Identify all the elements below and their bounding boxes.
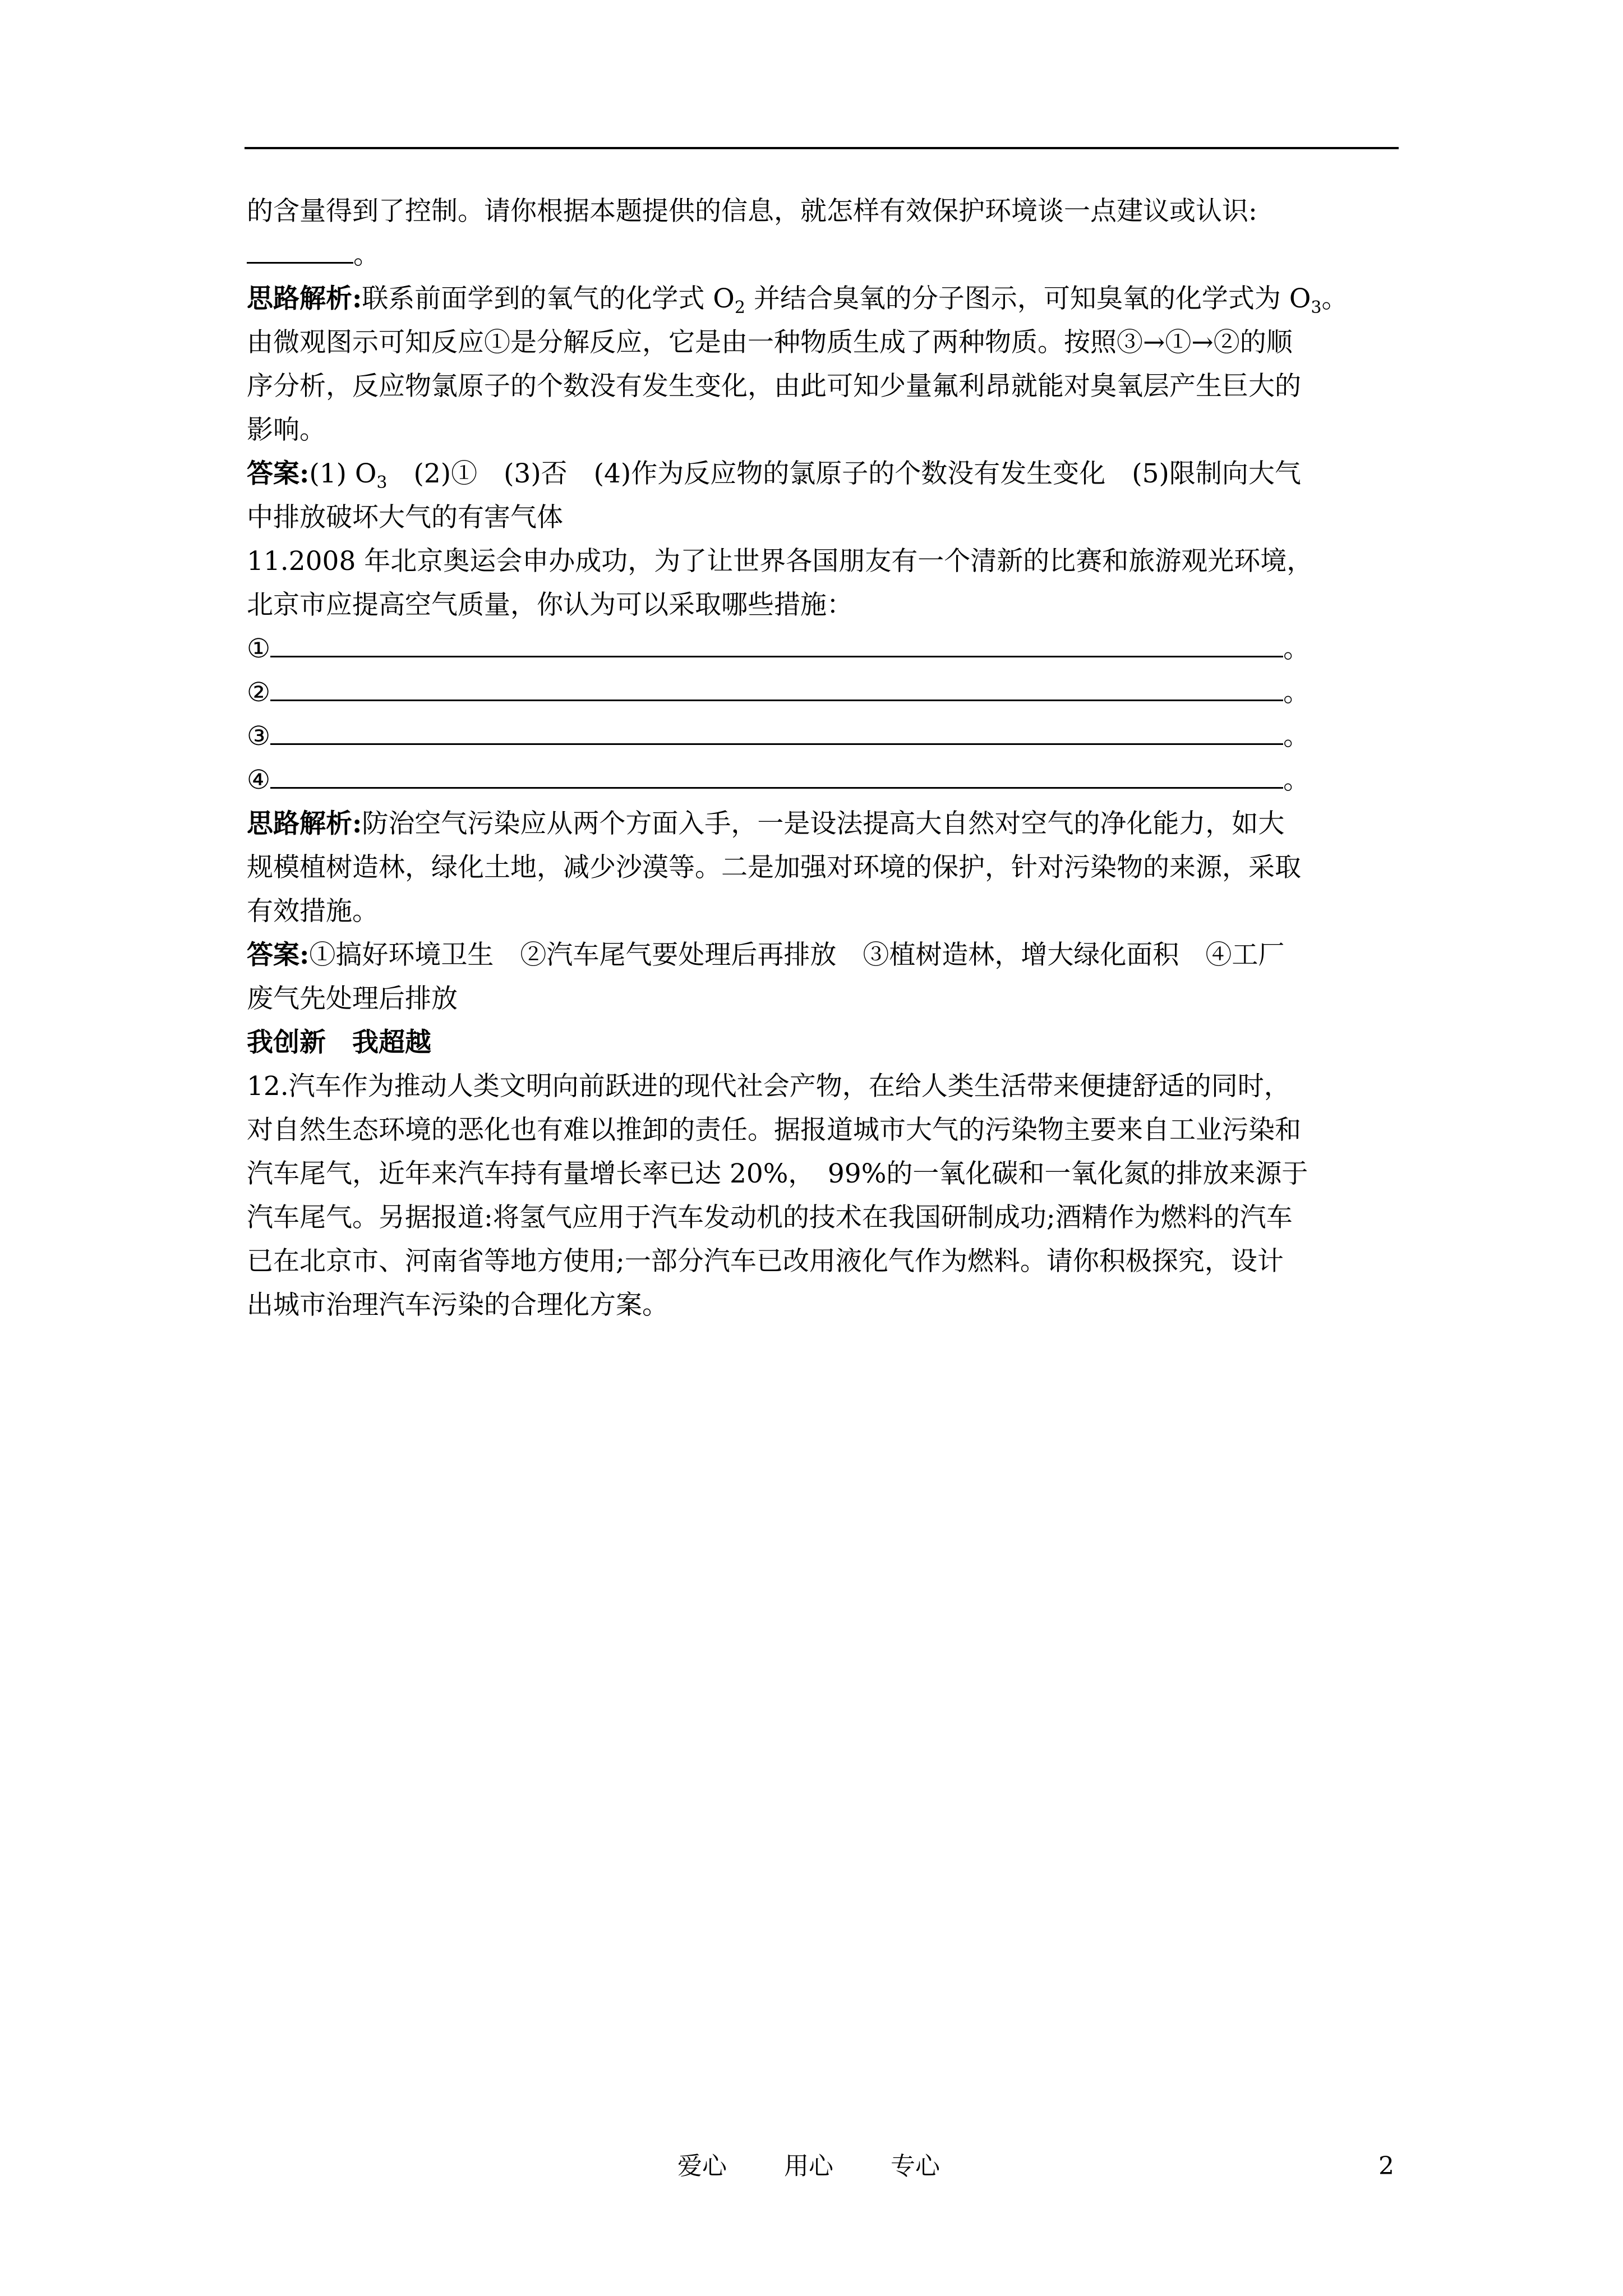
q10-analysis-line [247,321,1402,365]
q11-fill-line [247,627,1402,671]
page-content [247,190,1402,1327]
q10-answer-line [247,452,1402,496]
answer-text: (1) O [309,458,377,489]
section-title: 我创新 我超越 [247,1027,431,1058]
q11-question-line [247,583,1402,627]
footer-motto-item: 专心 [891,2152,940,2180]
footer-motto [677,2150,940,2183]
analysis-text: 影响。 [247,415,326,445]
analysis-text: 防治空气污染应从两个方面入手，一是设法提高大自然对空气的净化能力，如大 [362,808,1285,839]
analysis-text: 序分析，反应物氯原子的个数没有发生变化，由此可知少量氟利昂就能对臭氧层产生巨大的 [247,371,1301,402]
answer-text: ①搞好环境卫生 ②汽车尾气要处理后再排放 ③植树造林，增大绿化面积 ④工厂 [309,940,1285,970]
footer-motto-item: 用心 [784,2152,833,2180]
q12-question-line [247,1240,1402,1283]
analysis-text: 规模植树造林，绿化土地，减少沙漠等。二是加强对环境的保护，针对污染物的来源，采取 [247,852,1301,883]
analysis-label: 思路解析: [247,283,362,314]
analysis-text: 由微观图示可知反应①是分解反应，它是由一种物质生成了两种物质。按照③→①→②的顺 [247,327,1293,358]
subscript: 3 [1311,298,1322,318]
question-text: 出城市治理汽车污染的合理化方案。 [247,1290,668,1320]
answer-blank[interactable] [270,677,1283,701]
blank-marker: ③ [247,721,271,752]
line-end: 。 [1283,677,1310,708]
q10-answer-line [247,496,1402,540]
question-text: 11.2008 年北京奥运会申办成功，为了让世界各国朋友有一个清新的比赛和旅游观光环境， [247,546,1313,577]
q11-analysis-line [247,846,1402,890]
question-text: 汽车尾气，近年来汽车持有量增长率已达 20%， 99%的一氧化碳和一氧化氮的排放来源于 [247,1158,1308,1189]
page-number: 2 [1378,2152,1394,2180]
q12-question-line [247,1065,1402,1108]
q12-question-line [247,1108,1402,1152]
line-end: 。 [353,240,380,270]
q11-fill-line [247,671,1402,715]
q11-fill-line [247,758,1402,802]
line-end: 。 [1283,721,1310,752]
answer-blank[interactable] [270,765,1283,789]
question-text: 12.汽车作为推动人类文明向前跃进的现代社会产物，在给人类生活带来便捷舒适的同时， [247,1071,1290,1102]
footer-motto-item: 爱心 [677,2152,727,2180]
question-text: 已在北京市、河南省等地方使用;一部分汽车已改用液化气作为燃料。请你积极探究，设计 [247,1246,1284,1277]
q12-question-line [247,1283,1402,1327]
q11-question-line [247,540,1402,583]
q11-answer-line [247,933,1402,977]
q11-answer-line [247,977,1402,1021]
answer-text: 废气先处理后排放 [247,983,458,1014]
q10-analysis-line [247,408,1402,452]
q10-analysis-line [247,365,1402,408]
question-text: 对自然生态环境的恶化也有难以推卸的责任。据报道城市大气的污染物主要来自工业污染和 [247,1115,1301,1145]
answer-blank[interactable] [270,721,1283,745]
q11-analysis-line [247,802,1402,846]
answer-label: 答案: [247,458,310,489]
analysis-text: 。 [1321,283,1348,314]
answer-text: 中排放破坏大气的有害气体 [247,502,563,533]
line-end: 。 [1283,633,1310,664]
q10-line1: 的含量得到了控制。请你根据本题提供的信息，就怎样有效保护环境谈一点建议或认识: [247,196,1257,227]
q12-question-line [247,1196,1402,1240]
answer-blank[interactable] [247,240,353,264]
analysis-label: 思路解析: [247,808,362,839]
analysis-text: 联系前面学到的氧气的化学式 O [362,283,735,314]
question-text: 北京市应提高空气质量，你认为可以采取哪些措施： [247,590,853,620]
q11-analysis-line [247,890,1402,933]
q12-question-line [247,1152,1402,1196]
question-text: 汽车尾气。另据报道:将氢气应用于汽车发动机的技术在我国研制成功;酒精作为燃料的汽车 [247,1202,1293,1233]
answer-text: (2)① (3)否 (4)作为反应物的氯原子的个数没有发生变化 (5)限制向大气 [387,458,1301,489]
subscript: 2 [734,298,745,318]
q11-fill-line [247,715,1402,758]
answer-label: 答案: [247,940,310,970]
analysis-text: 有效措施。 [247,896,379,927]
subscript: 3 [376,473,388,493]
analysis-text: 并结合臭氧的分子图示，可知臭氧的化学式为 O [745,283,1311,314]
blank-marker: ① [247,633,271,664]
answer-blank[interactable] [270,633,1283,657]
q10-text-line [247,190,1402,233]
q10-analysis-line [247,277,1402,321]
header-rule [245,147,1399,149]
blank-marker: ② [247,677,271,708]
blank-marker: ④ [247,765,271,795]
line-end: 。 [1283,765,1310,795]
q10-answer-blank-line [247,233,1402,277]
